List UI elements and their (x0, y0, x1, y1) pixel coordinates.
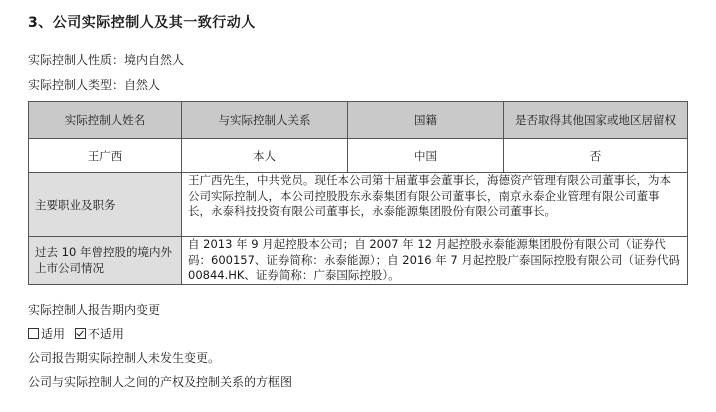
header-name: 实际控制人姓名 (29, 102, 182, 139)
header-residency: 是否取得其他国家或地区居留权 (504, 102, 688, 139)
table-row-history (29, 237, 688, 285)
option-not-applicable[interactable] (75, 326, 124, 342)
change-title: 实际控制人报告期内变更 (28, 303, 161, 317)
occupation-label: 主要职业及职务 (29, 173, 182, 237)
history-value: 自 2013 年 9 月起控股本公司；自 2007 年 12 月起控股永泰能源集团股份有限公司（证券代码：600157、证券简称：永泰能源）；自 2016 年 7 月起控股广泰国际控股有限公司（证券代码 00844.HK、证券简称：广泰国际控股）。 (182, 237, 688, 285)
controller-table (28, 101, 688, 285)
header-relation: 与实际控制人关系 (182, 102, 348, 139)
option-applicable-label: 适用 (41, 327, 66, 341)
controller-type: 实际控制人类型：自然人 (28, 78, 161, 92)
cell-relation: 本人 (182, 139, 348, 173)
applicability-options (28, 326, 124, 342)
checkbox-unchecked-icon[interactable] (28, 328, 39, 339)
table-row (29, 139, 688, 173)
checkbox-checked-icon[interactable] (75, 328, 86, 339)
cell-residency: 否 (504, 139, 688, 173)
option-not-applicable-label: 不适用 (87, 327, 124, 341)
cell-name: 王广西 (29, 139, 182, 173)
diagram-title: 公司与实际控制人之间的产权及控制关系的方框图 (28, 375, 293, 389)
occupation-value: 王广西先生，中共党员。现任本公司第十届董事会董事长，海德资产管理有限公司董事长，为本公司实际控制人，本公司控股股东永泰集团有限公司董事长，南京永泰企业管理有限公司董事长，永泰科技投资有限公司董事长，永泰能源集团股份有限公司董事长。 (182, 173, 688, 237)
header-nationality: 国籍 (348, 102, 504, 139)
no-change-statement: 公司报告期实际控制人未发生变更。 (28, 351, 221, 365)
history-label: 过去 10 年曾控股的境内外上市公司情况 (29, 237, 182, 285)
option-applicable[interactable] (28, 326, 65, 342)
table-row-occupation (29, 173, 688, 237)
table-header-row (29, 102, 688, 139)
controller-nature: 实际控制人性质：境内自然人 (28, 53, 185, 67)
section-heading: 3、公司实际控制人及其一致行动人 (28, 15, 256, 31)
cell-nationality: 中国 (348, 139, 504, 173)
